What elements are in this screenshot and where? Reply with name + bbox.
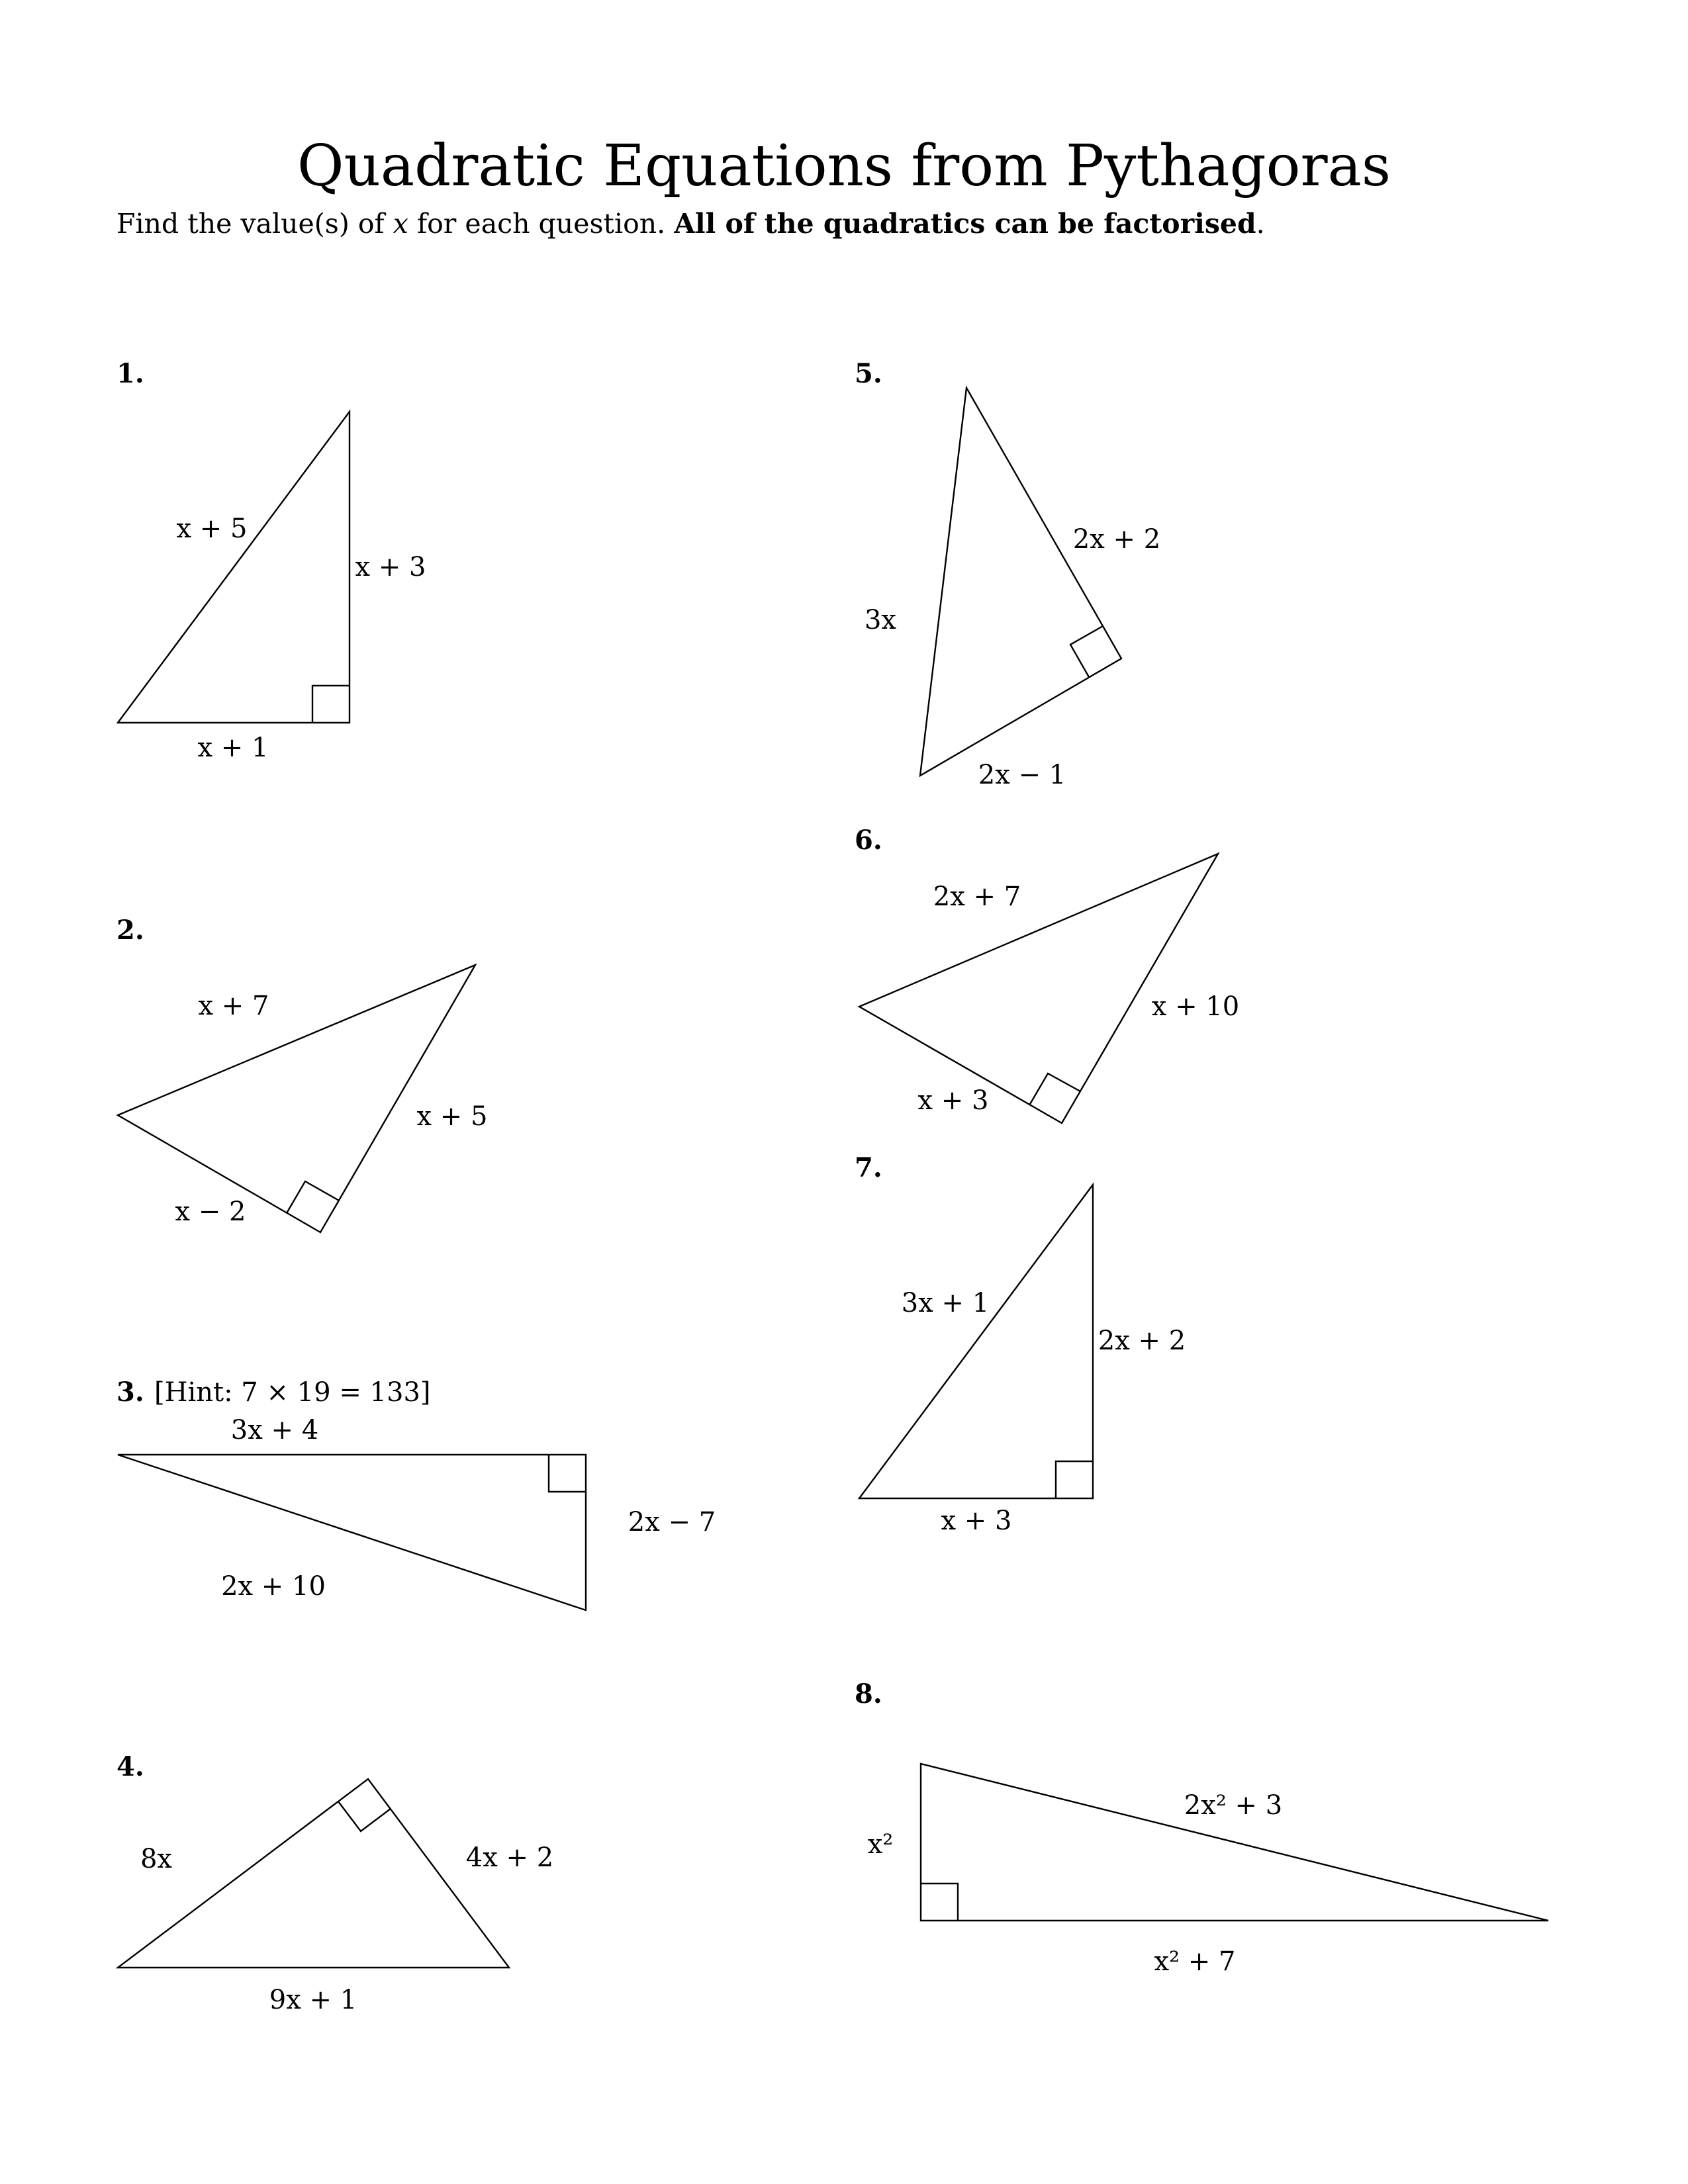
question-6-label-right: x + 10	[1151, 991, 1240, 1022]
question-2-label-lower-leg: x − 2	[175, 1197, 246, 1227]
instructions-variable: x	[393, 208, 408, 240]
question-3-right-angle-marker	[549, 1455, 586, 1492]
page-title: Quadratic Equations from Pythagoras	[297, 132, 1391, 199]
question-4-right-angle-marker	[338, 1801, 391, 1831]
question-6-number: 6.	[855, 825, 882, 856]
question-3-triangle-outline	[118, 1455, 586, 1610]
question-8-label-vertical-leg: x²	[867, 1829, 894, 1860]
instructions-emphasis: All of the quadratics can be factorised	[674, 208, 1256, 240]
question-1-triangle	[118, 412, 426, 763]
question-2-triangle	[118, 965, 487, 1232]
question-7-triangle	[859, 1185, 1186, 1536]
question-5-label-base: 2x − 1	[978, 760, 1066, 790]
question-7-number: 7.	[855, 1152, 882, 1183]
question-3-label-side: 2x − 7	[628, 1507, 716, 1537]
question-7-triangle-outline	[859, 1185, 1093, 1498]
question-8-right-angle-marker	[921, 1884, 958, 1921]
question-8-label-base: x² + 7	[1154, 1946, 1236, 1977]
question-1-right-angle-marker	[312, 686, 350, 723]
question-3-hint: [Hint: 7 × 19 = 133]	[154, 1377, 431, 1408]
question-5-number: 5.	[855, 358, 882, 389]
question-3-triangle	[118, 1415, 716, 1610]
question-5-label-left: 3x	[864, 605, 897, 635]
question-3-label-hypotenuse: 2x + 10	[221, 1571, 326, 1602]
instructions-end: .	[1256, 208, 1265, 240]
question-3-number: 3.	[117, 1377, 144, 1408]
question-6-label-bottom: x + 3	[917, 1085, 989, 1116]
question-2-label-hypotenuse: x + 7	[198, 991, 269, 1021]
question-7-label-base: x + 3	[941, 1506, 1012, 1536]
question-6-triangle	[859, 854, 1239, 1123]
question-2-number: 2.	[117, 915, 144, 946]
question-8-triangle-outline	[921, 1764, 1548, 1921]
question-4-number: 4.	[117, 1751, 144, 1782]
question-8-label-hypotenuse: 2x² + 3	[1184, 1790, 1283, 1821]
question-1-triangle-outline	[118, 412, 350, 723]
question-6-triangle-outline	[859, 854, 1218, 1123]
question-8-triangle	[868, 1764, 1548, 1977]
question-1-label-hypotenuse: x + 5	[176, 514, 248, 544]
question-4-triangle-outline	[118, 1779, 509, 1968]
question-7-label-vertical-leg: 2x + 2	[1098, 1326, 1186, 1356]
question-6-label-top: 2x + 7	[933, 882, 1021, 912]
question-1-number: 1.	[117, 358, 144, 389]
question-5-label-right: 2x + 2	[1072, 524, 1161, 555]
question-7-label-hypotenuse: 3x + 1	[901, 1288, 990, 1318]
question-3-label-top: 3x + 4	[230, 1415, 319, 1445]
question-4-label-base: 9x + 1	[269, 1985, 357, 2015]
instructions-text: Find the value(s) of	[117, 208, 393, 240]
question-4-triangle	[118, 1779, 553, 2015]
question-4-label-right: 4x + 2	[465, 1843, 554, 1873]
question-7-right-angle-marker	[1056, 1461, 1093, 1498]
question-2-label-right-leg: x + 5	[416, 1101, 488, 1132]
question-2-triangle-outline	[118, 965, 475, 1232]
question-5-right-angle-marker	[1070, 626, 1103, 677]
question-4-label-left: 8x	[140, 1844, 173, 1874]
question-5-triangle-outline	[920, 388, 1121, 776]
question-8-number: 8.	[855, 1678, 882, 1709]
question-1-label-base: x + 1	[197, 733, 269, 763]
question-6-right-angle-marker	[1029, 1073, 1080, 1105]
question-5-triangle	[865, 388, 1160, 790]
question-2-right-angle-marker	[287, 1181, 339, 1213]
instructions-text-2: for each question.	[408, 208, 675, 240]
question-1-label-vertical-leg: x + 3	[355, 552, 426, 582]
